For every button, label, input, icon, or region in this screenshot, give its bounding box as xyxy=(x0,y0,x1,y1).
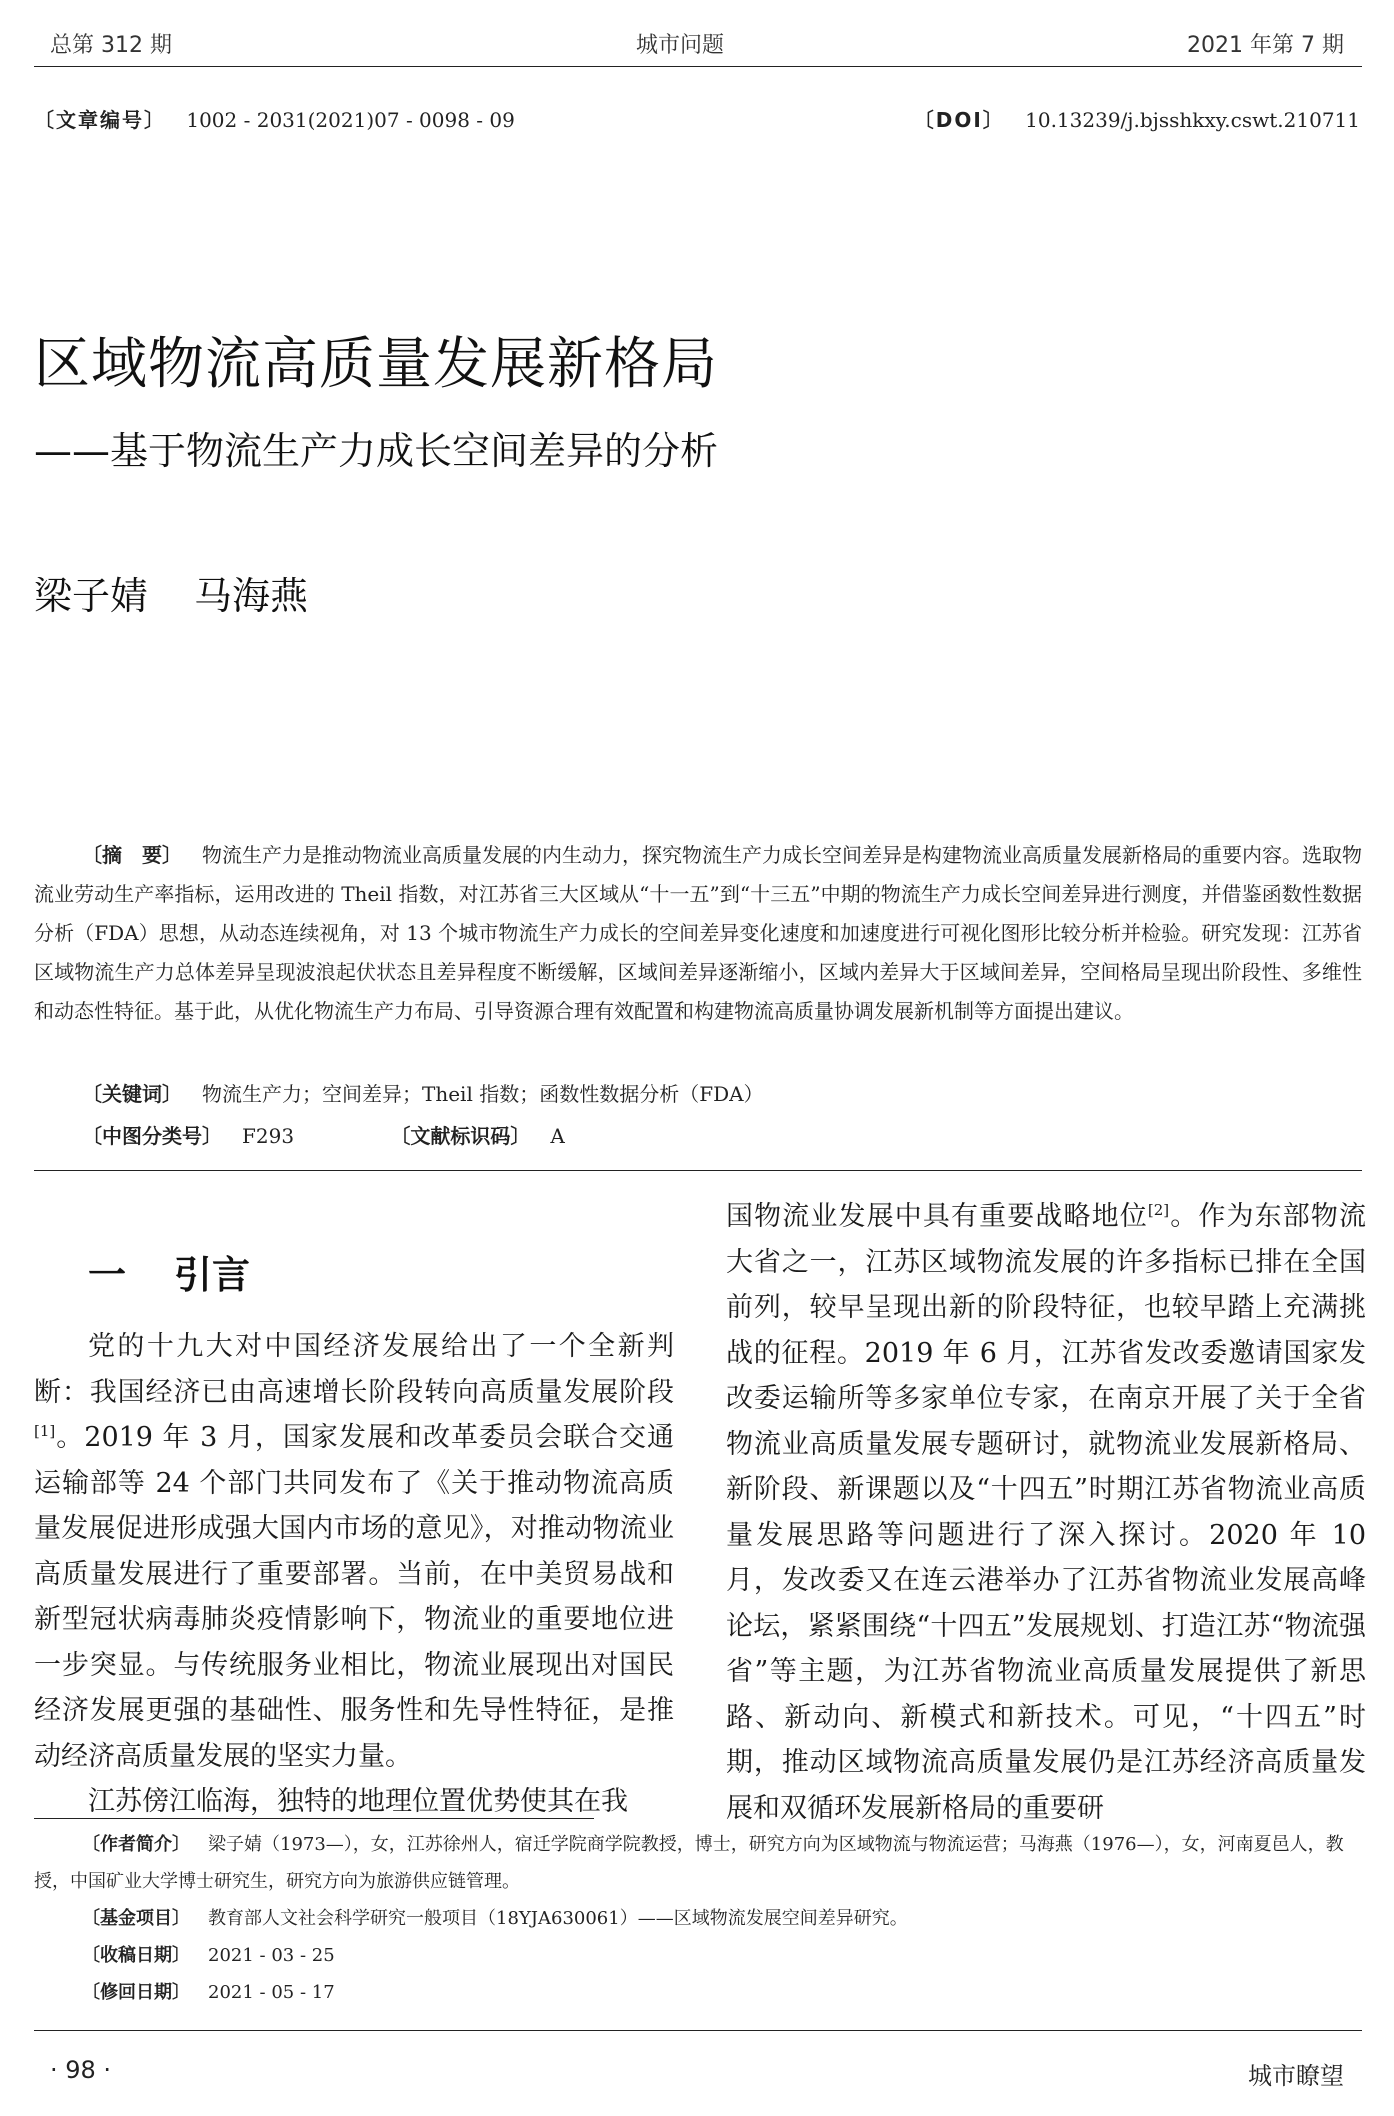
section-number: 一 xyxy=(88,1253,127,1297)
citation-ref-1: [1] xyxy=(34,1422,56,1440)
body-paragraph xyxy=(34,1324,674,1779)
received-date-label: 〔收稿日期〕 xyxy=(82,1945,190,1966)
article-number: 1002 - 2031(2021)07 - 0098 - 09 xyxy=(186,108,515,132)
article-subtitle: ——基于物流生产力成长空间差异的分析 xyxy=(34,429,719,473)
header-issue-year: 2021 年第 7 期 xyxy=(1187,33,1344,58)
body-text: 国物流业发展中具有重要战略地位 xyxy=(726,1201,1148,1232)
fund-note xyxy=(82,1900,1362,1937)
header-issue-total: 总第 312 期 xyxy=(50,33,172,58)
article-number-label: 〔文章编号〕 xyxy=(34,108,166,132)
doi-value: 10.13239/j.bjsshkxy.cswt.210711 xyxy=(1025,108,1360,132)
author-1: 梁子婧 xyxy=(34,574,149,618)
article-title: 区域物流高质量发展新格局 xyxy=(34,332,718,397)
doc-code: A xyxy=(550,1124,565,1148)
header-journal-name: 城市问题 xyxy=(636,33,725,58)
body-text: 。作为东部物流大省之一，江苏区域物流发展的许多指标已排在全国前列，较早呈现出新的阶段特征，也较早踏上充满挑战的征程。2019 年 6 月，江苏省发改委邀请国家发改委运输所等多家单位专家，在南京开展了关于全省物流业高质量发展专题研讨，就物流业发展新格局、新阶段、新课题以及“十四五”时期江苏省物流业高质量发展思路等问题进行了深入探讨。2020 年 10 月，发改委又在连云港举办了江苏省物流业发展高峰论坛，紧紧围绕“十四五”发展规划、打造江苏“物流强省”等主题，为江苏省物流业高质量发展提供了新思路、新动向、新模式和新技术。可见，“十四五”时期，推动区域物流高质量发展仍是江苏经济高质量发展和双循环发展新格局的重要研 xyxy=(726,1201,1366,1824)
author-note-label: 〔作者简介〕 xyxy=(82,1834,190,1855)
clc-label: 〔中图分类号〕 xyxy=(82,1124,222,1148)
article-number-line xyxy=(34,104,515,133)
received-date xyxy=(82,1937,1362,1974)
footnote-divider xyxy=(34,1818,594,1819)
classification-line xyxy=(82,1120,565,1149)
body-text: 。2019 年 3 月，国家发展和改革委员会联合交通运输部等 24 个部门共同发布了《关于推动物流高质量发展促进形成强大国内市场的意见》，对推动物流业高质量发展进行了重要部署。当前，在中美贸易战和新型冠状病毒肺炎疫情影响下，物流业的重要地位进一步突显。与传统服务业相比，物流业展现出对国民经济发展更强的基础性、服务性和先导性特征，是推动经济高质量发展的坚实力量。 xyxy=(34,1422,674,1772)
revised-date-label: 〔修回日期〕 xyxy=(82,1982,190,2003)
keywords-line xyxy=(82,1078,764,1107)
body-left-column xyxy=(34,1324,674,1825)
received-date-value: 2021 - 03 - 25 xyxy=(208,1945,335,1966)
clc-code: F293 xyxy=(242,1124,295,1148)
abstract-divider xyxy=(34,1170,1362,1171)
footer-rule xyxy=(34,2030,1362,2031)
body-paragraph: 江苏傍江临海，独特的地理位置优势使其在我 xyxy=(88,1786,628,1817)
author-2: 马海燕 xyxy=(194,574,309,618)
author-note xyxy=(34,1826,1362,1900)
fund-note-label: 〔基金项目〕 xyxy=(82,1908,190,1929)
doc-code-label: 〔文献标识码〕 xyxy=(390,1124,531,1148)
fund-note-text: 教育部人文社会科学研究一般项目（18YJA630061）——区域物流发展空间差异研究。 xyxy=(208,1908,908,1929)
body-paragraph xyxy=(726,1194,1366,1831)
keywords-text: 物流生产力；空间差异；Theil 指数；函数性数据分析（FDA） xyxy=(202,1082,764,1106)
author-note-text: 梁子婧（1973—），女，江苏徐州人，宿迁学院商学院教授，博士，研究方向为区域物流与物流运营；马海燕（1976—），女，河南夏邑人，教授，中国矿业大学博士研究生，研究方向为旅游供应链管理。 xyxy=(34,1834,1344,1892)
doi-line xyxy=(914,104,1360,133)
section-title: 引言 xyxy=(174,1253,251,1297)
revised-date-value: 2021 - 05 - 17 xyxy=(208,1982,335,2003)
abstract-text: 物流生产力是推动物流业高质量发展的内生动力，探究物流生产力成长空间差异是构建物流业高质量发展新格局的重要内容。选取物流业劳动生产率指标，运用改进的 Theil 指数，对江苏省三大区域从“十一五”到“十三五”中期的物流生产力成长空间差异进行测度，并借鉴函数性数据分析（FDA）思想，从动态连续视角，对 13 个城市物流生产力成长的空间差异变化速度和加速度进行可视化图形比较分析并检验。研究发现：江苏省区域物流生产力总体差异呈现波浪起伏状态且差异程度不断缓解，区域间差异逐渐缩小，区域内差异大于区域间差异，空间格局呈现出阶段性、多维性和动态性特征。基于此，从优化物流生产力布局、引导资源合理有效配置和构建物流高质量协调发展新机制等方面提出建议。 xyxy=(34,843,1362,1023)
abstract-label: 〔摘 要〕 xyxy=(82,843,182,867)
body-right-column xyxy=(726,1194,1366,1831)
abstract xyxy=(34,836,1362,1031)
keywords-label: 〔关键词〕 xyxy=(82,1082,182,1106)
authors xyxy=(34,565,308,620)
citation-ref-2: [2] xyxy=(1147,1201,1170,1219)
body-text: 党的十九大对中国经济发展给出了一个全新判断：我国经济已由高速增长阶段转向高质量发展阶段 xyxy=(34,1331,674,1408)
footnotes xyxy=(34,1826,1362,2011)
header-rule xyxy=(34,66,1362,67)
page-number: · 98 · xyxy=(50,2056,112,2084)
section-heading xyxy=(88,1244,250,1299)
revised-date xyxy=(82,1974,1362,2011)
footer-section-name: 城市瞭望 xyxy=(1248,2062,1344,2090)
doi-label: 〔DOI〕 xyxy=(913,108,1005,132)
